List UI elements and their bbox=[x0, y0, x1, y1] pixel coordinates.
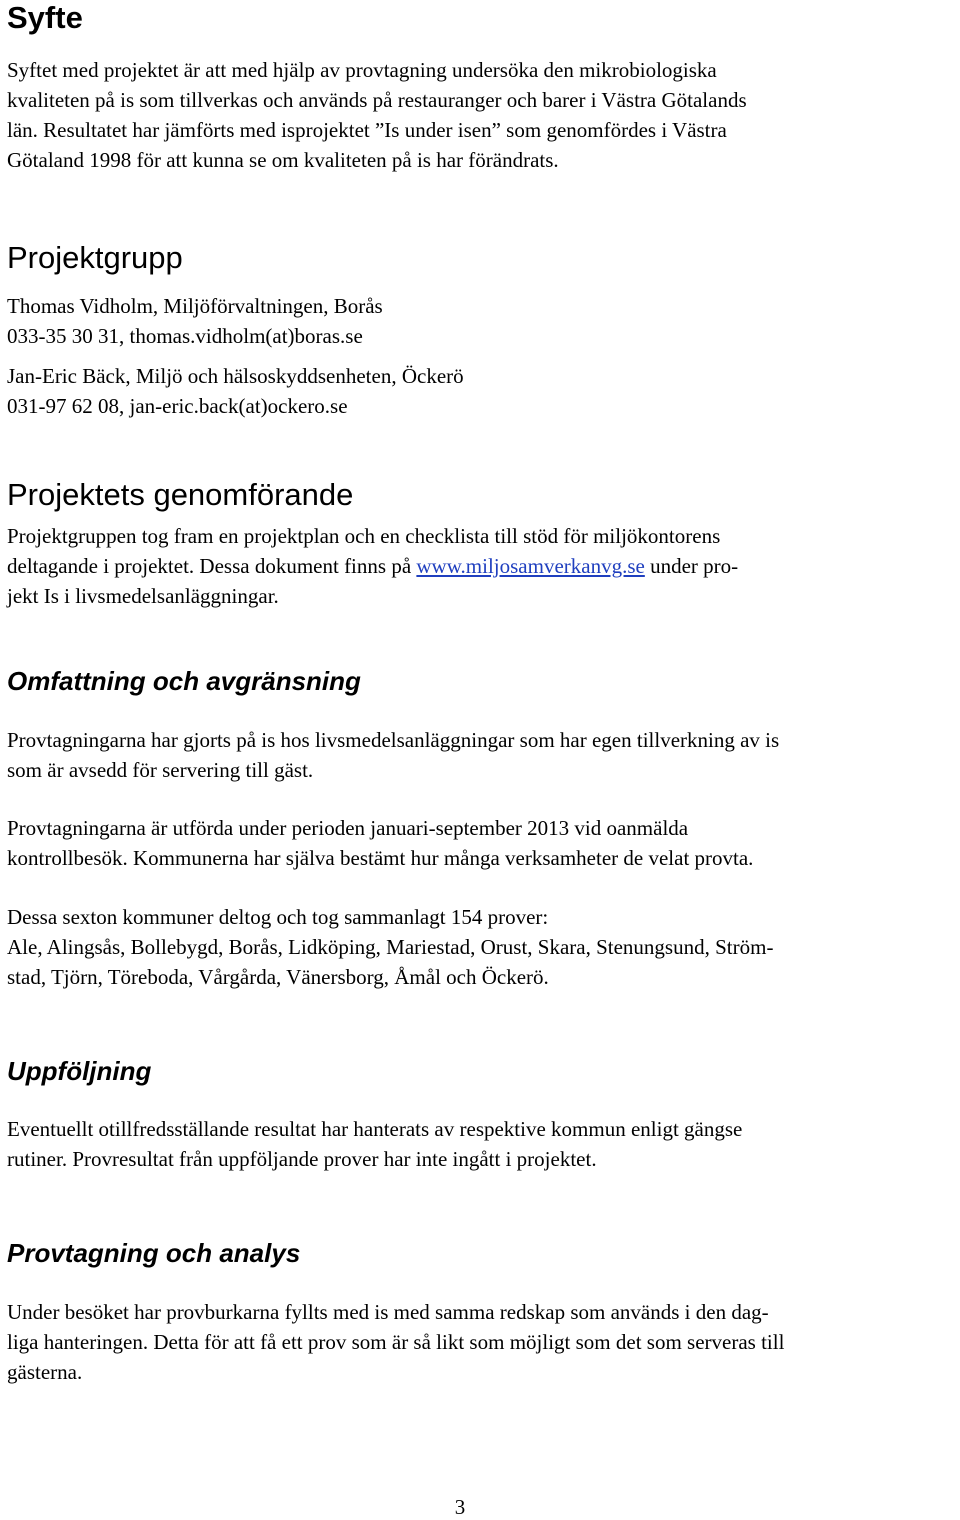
syfte-line: län. Resultatet har jämförts med isprojektet ”Is under isen” som genomfördes i Västra bbox=[7, 118, 727, 142]
genomforande-paragraph bbox=[7, 521, 957, 611]
member-contact: 033-35 30 31, thomas.vidholm(at)boras.se bbox=[7, 324, 363, 348]
omfattning-line: som är avsedd för servering till gäst. bbox=[7, 758, 314, 782]
heading-omfattning: Omfattning och avgränsning bbox=[7, 666, 361, 696]
omfattning-line: Provtagningarna har gjorts på is hos livsmedelsanläggningar som har egen tillverkning av is bbox=[7, 728, 780, 752]
omfattning-paragraph bbox=[7, 902, 957, 992]
genomforande-line bbox=[7, 551, 957, 581]
genomforande-text: under pro- bbox=[644, 554, 739, 578]
member-name: Jan-Eric Bäck, Miljö och hälsoskyddsenheten, Öckerö bbox=[7, 364, 464, 388]
uppfoljning-line: Eventuellt otillfredsställande resultat har hanterats av respektive kommun enligt gängse bbox=[7, 1117, 743, 1141]
heading-genomforande: Projektets genomförande bbox=[7, 477, 354, 512]
syfte-line: kvaliteten på is som tillverkas och används på restauranger och barer i Västra Götalands bbox=[7, 88, 747, 112]
kommuner-line: stad, Tjörn, Töreboda, Vårgårda, Vänersborg, Åmål och Öckerö. bbox=[7, 965, 549, 989]
provtagning-line: gästerna. bbox=[7, 1360, 83, 1384]
heading-provtagning: Provtagning och analys bbox=[7, 1238, 301, 1268]
projektgrupp-member bbox=[7, 291, 957, 351]
omfattning-line: kontrollbesök. Kommunerna har själva bestämt hur många verksamheter de velat provta. bbox=[7, 846, 754, 870]
genomforande-text: deltagande i projektet. Dessa dokument finns på bbox=[7, 554, 417, 578]
provtagning-line: Under besöket har provburkarna fyllts med is med samma redskap som används i den dag- bbox=[7, 1300, 769, 1324]
provtagning-paragraph bbox=[7, 1297, 957, 1387]
member-contact: 031-97 62 08, jan-eric.back(at)ockero.se bbox=[7, 394, 348, 418]
genomforande-line: jekt Is i livsmedelsanläggningar. bbox=[7, 584, 279, 608]
heading-syfte: Syfte bbox=[7, 0, 83, 35]
genomforande-line: Projektgruppen tog fram en projektplan och en checklista till stöd för miljökontorens bbox=[7, 524, 721, 548]
miljosamverkan-link[interactable]: www.miljosamverkanvg.se bbox=[416, 554, 645, 578]
omfattning-line: Dessa sexton kommuner deltog och tog sammanlagt 154 prover: bbox=[7, 905, 549, 929]
kommuner-line: Ale, Alingsås, Bollebygd, Borås, Lidköping, Mariestad, Orust, Skara, Stenungsund, Ström- bbox=[7, 935, 774, 959]
provtagning-line: liga hanteringen. Detta för att få ett prov som är så likt som möjligt som det som serveras till bbox=[7, 1330, 785, 1354]
syfte-line: Syftet med projektet är att med hjälp av provtagning undersöka den mikrobiologiska bbox=[7, 58, 717, 82]
omfattning-paragraph bbox=[7, 813, 957, 873]
syfte-line: Götaland 1998 för att kunna se om kvaliteten på is har förändrats. bbox=[7, 148, 559, 172]
page-number: 3 bbox=[454, 1495, 466, 1519]
omfattning-paragraph bbox=[7, 725, 957, 785]
member-name: Thomas Vidholm, Miljöförvaltningen, Borås bbox=[7, 294, 383, 318]
omfattning-line: Provtagningarna är utförda under perioden januari-september 2013 vid oanmälda bbox=[7, 816, 689, 840]
uppfoljning-line: rutiner. Provresultat från uppföljande prover har inte ingått i projektet. bbox=[7, 1147, 597, 1171]
heading-projektgrupp: Projektgrupp bbox=[7, 240, 183, 275]
syfte-paragraph bbox=[7, 55, 957, 175]
projektgrupp-member bbox=[7, 361, 957, 421]
heading-uppfoljning: Uppföljning bbox=[7, 1056, 152, 1086]
uppfoljning-paragraph bbox=[7, 1114, 957, 1174]
